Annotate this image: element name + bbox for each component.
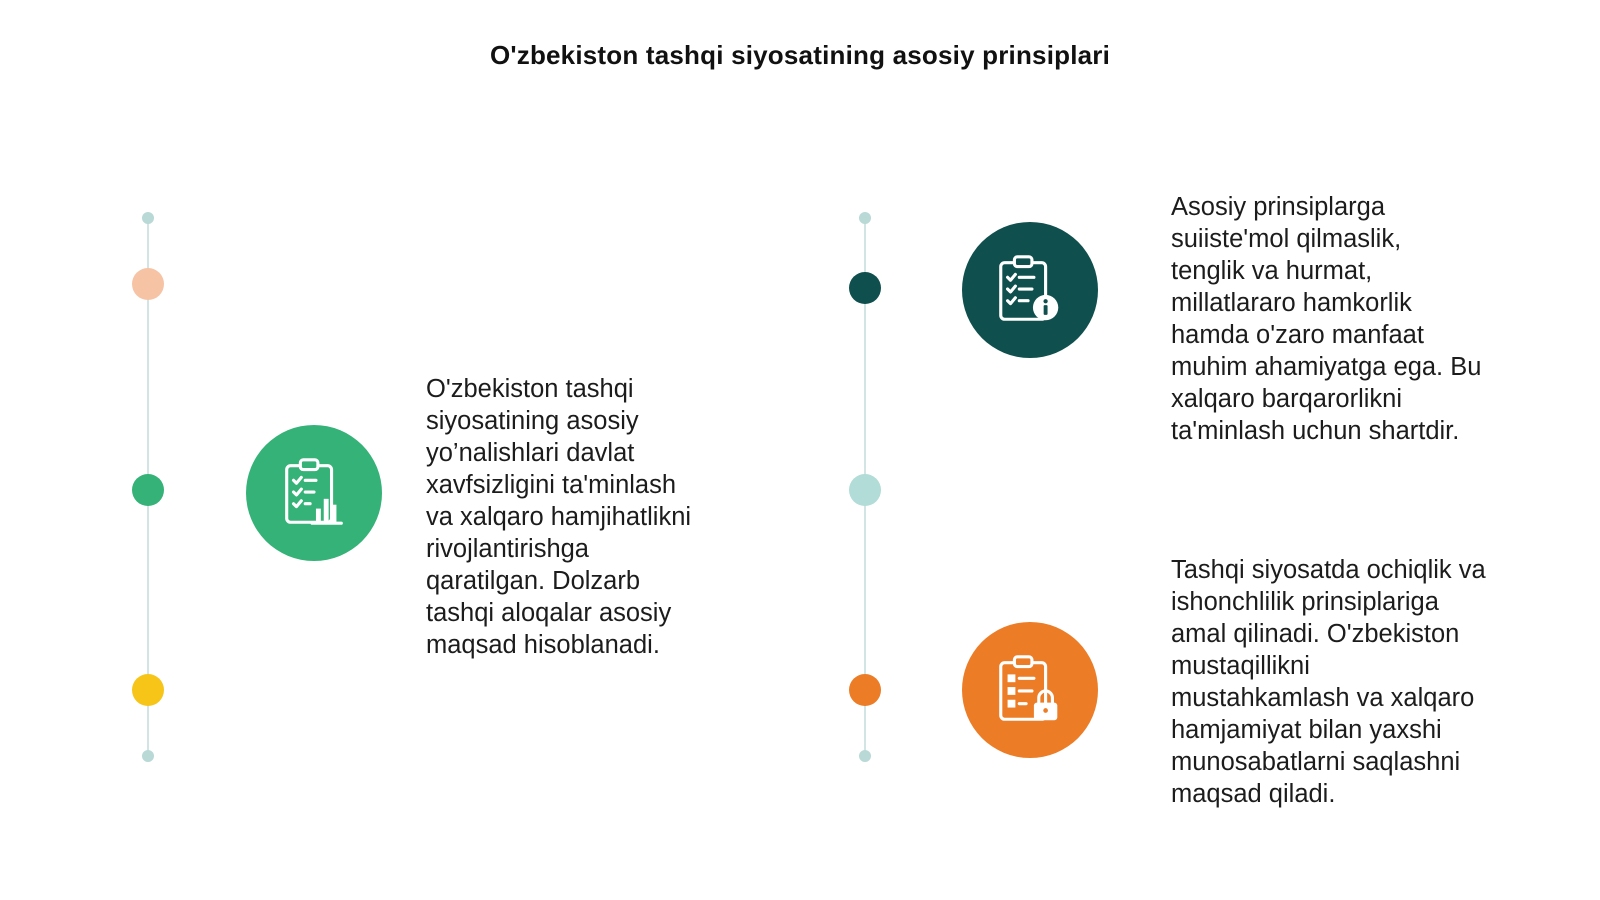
- right-timeline-orange-dot: [849, 674, 881, 706]
- right-timeline-end-dot: [859, 750, 871, 762]
- right-timeline-dark-teal-dot: [849, 272, 881, 304]
- left-timeline: [138, 210, 158, 770]
- left-timeline-yellow-dot: [132, 674, 164, 706]
- clipboard-info-icon: [962, 222, 1098, 358]
- right-timeline-start-dot: [859, 212, 871, 224]
- page-title: O'zbekiston tashqi siyosatining asosiy prinsiplari: [489, 40, 1111, 70]
- right-timeline: [855, 210, 875, 770]
- clipboard-chart-icon: [246, 425, 382, 561]
- left-text-block: O'zbekiston tashqi siyosatining asosiy yo’nalishlari davlat xavfsizligini ta'minlash va xalqaro hamjihatlikni rivojlantirishga qaratilgan. Dolzarb tashqi aloqalar asosiy maqsad hisoblanadi.: [426, 375, 692, 659]
- left-timeline-green-dot: [132, 474, 164, 506]
- left-timeline-peach-dot: [132, 268, 164, 300]
- clipboard-lock-icon: [962, 622, 1098, 758]
- right-top-text-block: Asosiy prinsiplarga suiiste'mol qilmaslik, tenglik va hurmat, millatlararo hamkorlik hamda o'zaro manfaat muhim ahamiyatga ega. Bu xalqaro barqarorlikni ta'minlash uchun shartdir.: [1171, 193, 1482, 445]
- right-bottom-text-block: Tashqi siyosatda ochiqlik va ishonchlilik prinsiplariga amal qilinadi. O'zbekiston mustaqillikni mustahkamlash va xalqaro hamjamiyat bilan yaxshi munosabatlarni saqlashni maqsad qiladi.: [1171, 556, 1486, 808]
- left-timeline-start-dot: [142, 212, 154, 224]
- right-timeline-light-teal-dot: [849, 474, 881, 506]
- left-timeline-end-dot: [142, 750, 154, 762]
